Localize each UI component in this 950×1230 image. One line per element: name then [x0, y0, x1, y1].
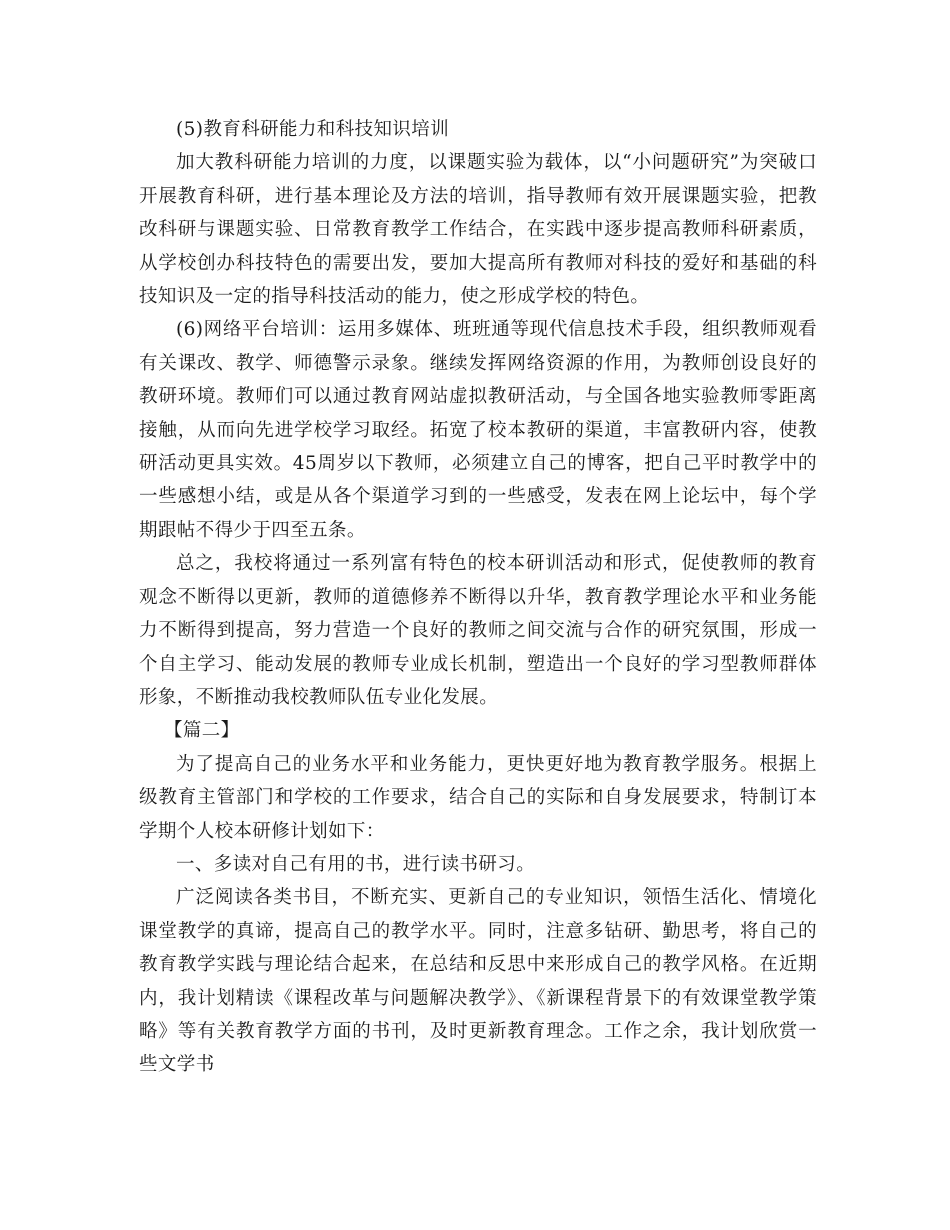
paragraph-network-training: (6)网络平台培训：运用多媒体、班班通等现代信息技术手段，组织教师观看有关课改、教学、师德警示录象。继续发挥网络资源的作用，为教师创设良好的教研环境。教师们可以通过教育网站虚拟教研活动，与全国各地实验教师零距离接触，从而向先进学校学习取经。拓宽了校本教研的渠道，丰富教研内容，使教研活动更具实效。45周岁以下教师，必须建立自己的博客，把自己平时教学中的一些感想小结，或是从各个渠道学习到的一些感受，发表在网上论坛中，每个学期跟帖不得少于四至五条。 [139, 319, 817, 541]
paragraph-reading-plan: 广泛阅读各类书目，不断充实、更新自己的专业知识，领悟生活化、情境化课堂教学的真谛，提高自己的教学水平。同时，注意多钻研、勤思考，将自己的教育教学实践与理论结合起来，在总结和反思中来形成自己的教学风格。在近期内，我计划精读《课程改革与问题解决教学》、《新课程背景下的有效课堂教学策略》等有关教育教学方面的书刊，及时更新教育理念。工作之余，我计划欣赏一些文学书 [139, 887, 817, 1076]
document-page [139, 113, 817, 1082]
subheading-5: (5)教育科研能力和科技知识培训 [176, 119, 450, 140]
paragraph-summary: 总之，我校将通过一系列富有特色的校本研训活动和形式，促使教师的教育观念不断得以更新，教师的道德修养不断得以升华，教育教学理论水平和业务能力不断得到提高，努力营造一个良好的教师之间交流与合作的研究氛围，形成一个自主学习、能动发展的教师专业成长机制，塑造出一个良好的学习型教师群体形象，不断推动我校教师队伍专业化发展。 [139, 553, 817, 708]
paragraph-research-training: 加大教科研能力培训的力度，以课题实验为载体，以“小问题研究”为突破口开展教育科研，进行基本理论及方法的培训，指导教师有效开展课题实验，把教改科研与课题实验、日常教育教学工作结合，在实践中逐步提高教师科研素质，从学校创办科技特色的需要出发，要加大提高所有教师对科技的爱好和基础的科技知识及一定的指导科技活动的能力，使之形成学校的特色。 [139, 152, 817, 308]
section-title-part-two: 【篇二】 [163, 720, 240, 742]
subheading-reading: 一、多读对自己有用的书，进行读书研习。 [176, 853, 536, 875]
paragraph-intro: 为了提高自己的业务水平和业务能力，更快更好地为教育教学服务。根据上级教育主管部门和学校的工作要求，结合自己的实际和自身发展要求，特制订本学期个人校本研修计划如下： [139, 753, 817, 842]
